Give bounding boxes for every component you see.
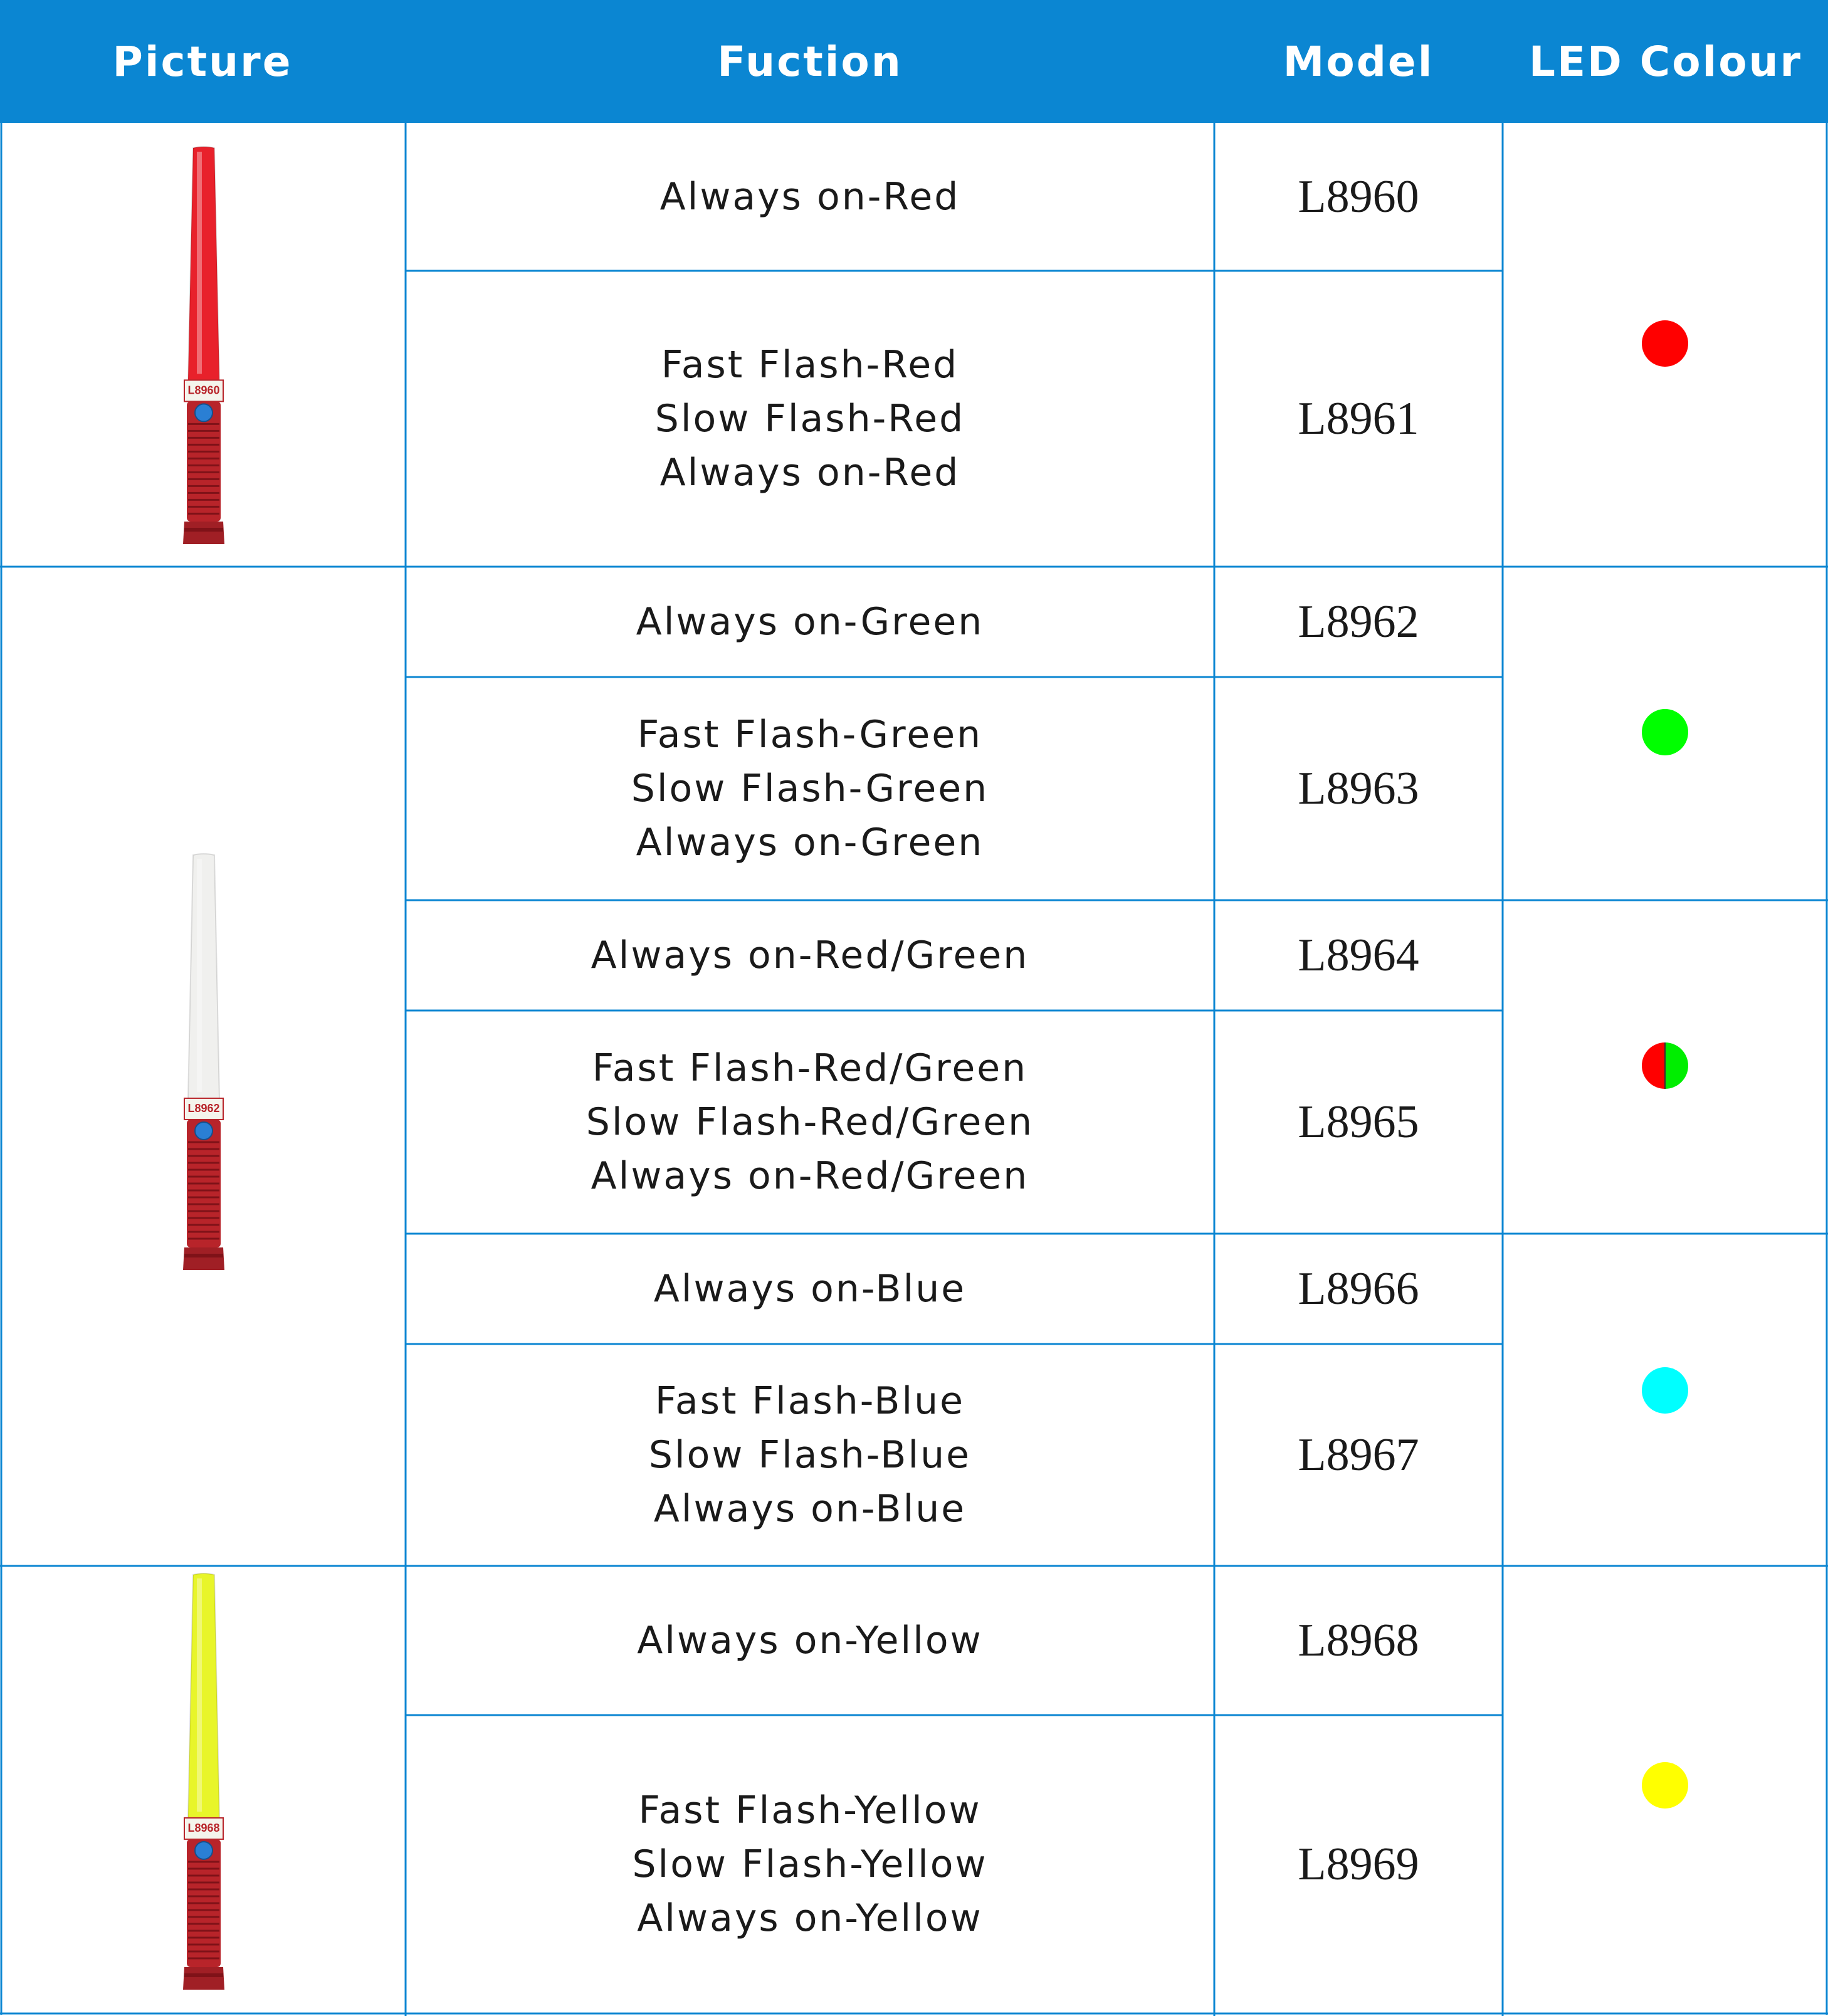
model-cell: L8961 (1298, 392, 1419, 444)
function-cell (406, 1234, 1214, 1344)
model-cell: L8969 (1298, 1838, 1419, 1890)
header-led-colour: LED Colour (1503, 0, 1828, 123)
function-line: Fast Flash-Blue (654, 1379, 965, 1423)
led-dot-fill (1642, 709, 1688, 755)
wand-base (183, 1967, 224, 1990)
function-cell (406, 1715, 1214, 2013)
model-cell: L8964 (1298, 929, 1419, 981)
led-dot-right-half (1665, 1042, 1688, 1089)
model-cell: L8968 (1298, 1614, 1419, 1666)
function-line: Slow Flash-Red/Green (586, 1100, 1034, 1144)
led-dot-red (1640, 318, 1690, 369)
wand-tube (188, 854, 219, 1098)
wand-base-band (184, 1973, 223, 1977)
product-image-l8960 (157, 145, 251, 547)
function-cell (406, 677, 1214, 900)
wand-tube-highlight (197, 152, 202, 374)
function-line: Fast Flash-Red/Green (592, 1046, 1028, 1090)
function-line: Slow Flash-Yellow (632, 1842, 988, 1886)
wand-base (183, 1247, 224, 1270)
led-dot-green (1640, 707, 1690, 757)
product-image-l8962 (157, 853, 251, 1273)
wand-tube (188, 147, 219, 380)
function-line: Always on-Green (636, 600, 984, 644)
function-cell (406, 271, 1214, 567)
wand-base (183, 522, 224, 544)
led-dot-left-half (1642, 1042, 1665, 1089)
led-dot-blue (1640, 1365, 1690, 1415)
header-picture: Picture (0, 0, 405, 123)
model-cell: L8960 (1298, 171, 1419, 223)
model-cell: L8967 (1298, 1429, 1419, 1481)
function-cell (406, 900, 1214, 1011)
led-dot-fill (1642, 1367, 1688, 1414)
function-cell (406, 1011, 1214, 1234)
function-line: Fast Flash-Yellow (638, 1788, 982, 1832)
wand-label: L8968 (187, 1821, 220, 1834)
function-cell (406, 1344, 1214, 1566)
function-line: Always on-Blue (653, 1267, 967, 1311)
function-cell (406, 1566, 1214, 1715)
wand-tube (188, 1573, 219, 1818)
function-line: Slow Flash-Red (654, 397, 965, 441)
wand-button (195, 1122, 213, 1140)
function-cell (406, 123, 1214, 271)
function-line: Always on-Yellow (637, 1896, 983, 1940)
model-cell: L8965 (1298, 1096, 1419, 1148)
function-line: Always on-Red (659, 451, 960, 495)
function-line: Always on-Red/Green (591, 1154, 1029, 1198)
led-dot-red-green (1640, 1041, 1690, 1091)
function-line: Always on-Yellow (637, 1619, 983, 1662)
model-cell: L8963 (1298, 762, 1419, 814)
header-model: Model (1215, 0, 1502, 123)
model-cell: L8966 (1298, 1263, 1419, 1315)
wand-base-band (184, 528, 223, 532)
function-line: Slow Flash-Blue (648, 1433, 972, 1477)
wand-base-band (184, 1254, 223, 1257)
function-line: Always on-Red/Green (591, 933, 1029, 977)
function-line: Always on-Green (636, 821, 984, 864)
header-function: Fuction (406, 0, 1214, 123)
wand-tube-highlight (197, 1578, 202, 1812)
function-line: Always on-Red (659, 175, 960, 219)
function-line: Slow Flash-Green (631, 767, 989, 811)
led-dot-yellow (1640, 1760, 1690, 1810)
function-line: Always on-Blue (653, 1487, 967, 1531)
wand-label: L8960 (187, 384, 220, 397)
wand-button (195, 404, 213, 421)
led-dot-fill (1642, 1762, 1688, 1809)
led-dot-fill (1642, 320, 1688, 367)
function-line: Fast Flash-Green (637, 713, 983, 757)
wand-label: L8962 (187, 1101, 220, 1115)
wand-tube-highlight (197, 859, 202, 1092)
function-line: Fast Flash-Red (661, 343, 959, 387)
function-cell (406, 567, 1214, 677)
product-image-l8968 (157, 1572, 251, 1992)
wand-button (195, 1842, 213, 1859)
model-cell: L8962 (1298, 596, 1419, 648)
